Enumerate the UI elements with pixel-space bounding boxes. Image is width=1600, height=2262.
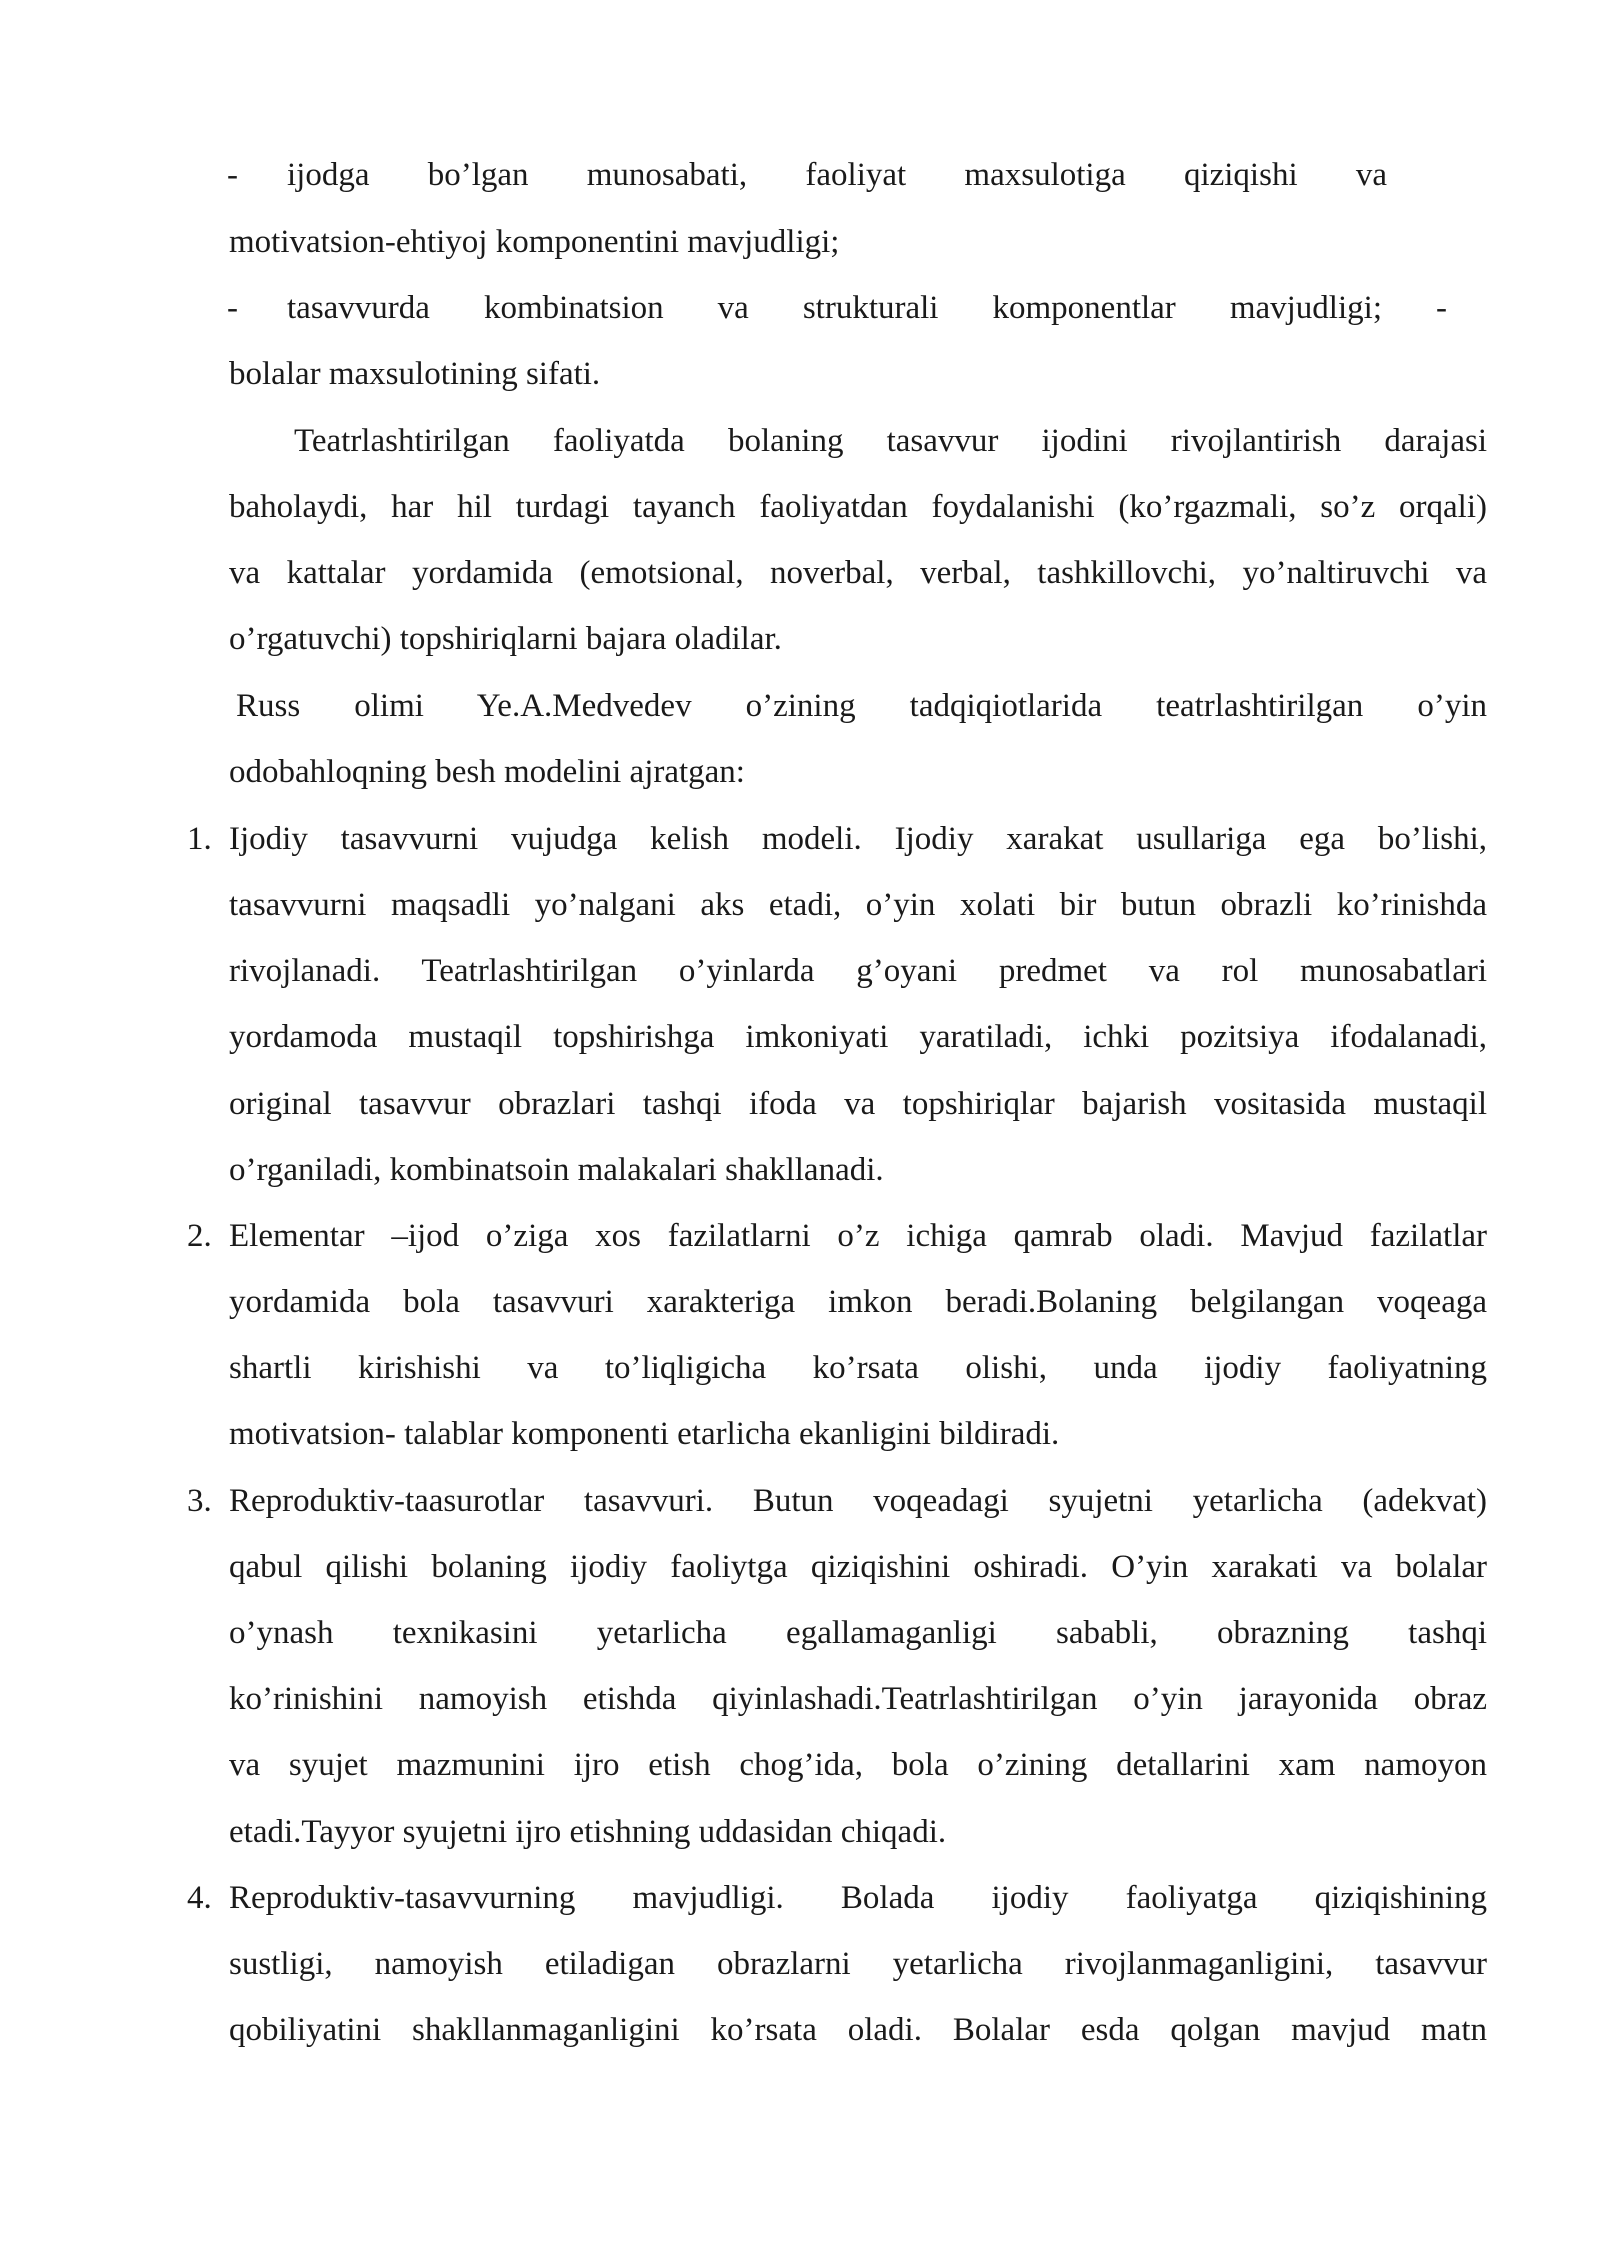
list-item-line: va syujet mazmunini ijro etish chog’ida, bola o’zining detallarini xam namoyon [229, 1747, 1487, 1783]
paragraph-line: Teatrlashtirilgan faoliyatda bolaning tasavvur ijodini rivojlantirish darajasi [294, 423, 1487, 459]
paragraph-line: odobahloqning besh modelini ajratgan: [229, 754, 745, 790]
bullet-marker: - [227, 157, 238, 193]
list-item-line: o’ynash texnikasini yetarlicha egallamaganligi sababli, obrazning tashqi [229, 1615, 1487, 1651]
list-number: 3. [187, 1483, 212, 1519]
list-item-line: rivojlanadi. Teatrlashtirilgan o’yinlarda g’oyani predmet va rol munosabatlari [229, 953, 1487, 989]
bullet-line: ijodga bo’lgan munosabati, faoliyat maxsulotiga qiziqishi va [287, 157, 1387, 193]
list-item-line: qobiliyatini shakllanmaganligini ko’rsata oladi. Bolalar esda qolgan mavjud matn [229, 2012, 1487, 2048]
list-item-line: shartli kirishishi va to’liqligicha ko’rsata olishi, unda ijodiy faoliyatning [229, 1350, 1487, 1386]
list-number: 1. [187, 821, 212, 857]
list-item-line: motivatsion- talablar komponenti etarlicha ekanligini bildiradi. [229, 1416, 1060, 1452]
paragraph-line: o’rgatuvchi) topshiriqlarni bajara oladilar. [229, 621, 782, 657]
list-item-line: Ijodiy tasavvurni vujudga kelish modeli. Ijodiy xarakat usullariga ega bo’lishi, [229, 821, 1487, 857]
list-item-line: ko’rinishini namoyish etishda qiyinlashadi.Teatrlashtirilgan o’yin jarayonida obraz [229, 1681, 1487, 1717]
paragraph-line: baholaydi, har hil turdagi tayanch faoliyatdan foydalanishi (ko’rgazmali, so’z orqali) [229, 489, 1487, 525]
list-item-line: etadi.Tayyor syujetni ijro etishning uddasidan chiqadi. [229, 1814, 947, 1850]
list-item-line: Reproduktiv-tasavvurning mavjudligi. Bolada ijodiy faoliyatga qiziqishining [229, 1880, 1487, 1916]
bullet-marker: - [227, 290, 238, 326]
list-item-line: yordamoda mustaqil topshirishga imkoniyati yaratiladi, ichki pozitsiya ifodalanadi, [229, 1019, 1487, 1055]
list-number: 2. [187, 1218, 212, 1254]
list-item-line: o’rganiladi, kombinatsoin malakalari shakllanadi. [229, 1152, 884, 1188]
list-item-line: qabul qilishi bolaning ijodiy faoliytga qiziqishini oshiradi. O’yin xarakati va bolalar [229, 1549, 1487, 1585]
bullet-line: tasavvurda kombinatsion va strukturali komponentlar mavjudligi; - [287, 290, 1447, 326]
bullet-line: bolalar maxsulotining sifati. [229, 356, 601, 392]
list-number: 4. [187, 1880, 212, 1916]
list-item-line: Reproduktiv-taasurotlar tasavvuri. Butun voqeadagi syujetni yetarlicha (adekvat) [229, 1483, 1487, 1519]
list-item-line: Elementar –ijod o’ziga xos fazilatlarni o’z ichiga qamrab oladi. Mavjud fazilatlar [229, 1218, 1487, 1254]
list-item-line: original tasavvur obrazlari tashqi ifoda va topshiriqlar bajarish vositasida mustaqil [229, 1086, 1487, 1122]
paragraph-line: va kattalar yordamida (emotsional, noverbal, verbal, tashkillovchi, yo’naltiruvchi va [229, 555, 1487, 591]
list-item-line: sustligi, namoyish etiladigan obrazlarni yetarlicha rivojlanmaganligini, tasavvur [229, 1946, 1487, 1982]
bullet-line: motivatsion-ehtiyoj komponentini mavjudligi; [229, 224, 840, 260]
paragraph-line: Russ olimi Ye.A.Medvedev o’zining tadqiqiotlarida teatrlashtirilgan o’yin [236, 688, 1487, 724]
list-item-line: yordamida bola tasavvuri xarakteriga imkon beradi.Bolaning belgilangan voqeaga [229, 1284, 1487, 1320]
list-item-line: tasavvurni maqsadli yo’nalgani aks etadi, o’yin xolati bir butun obrazli ko’rinishda [229, 887, 1487, 923]
